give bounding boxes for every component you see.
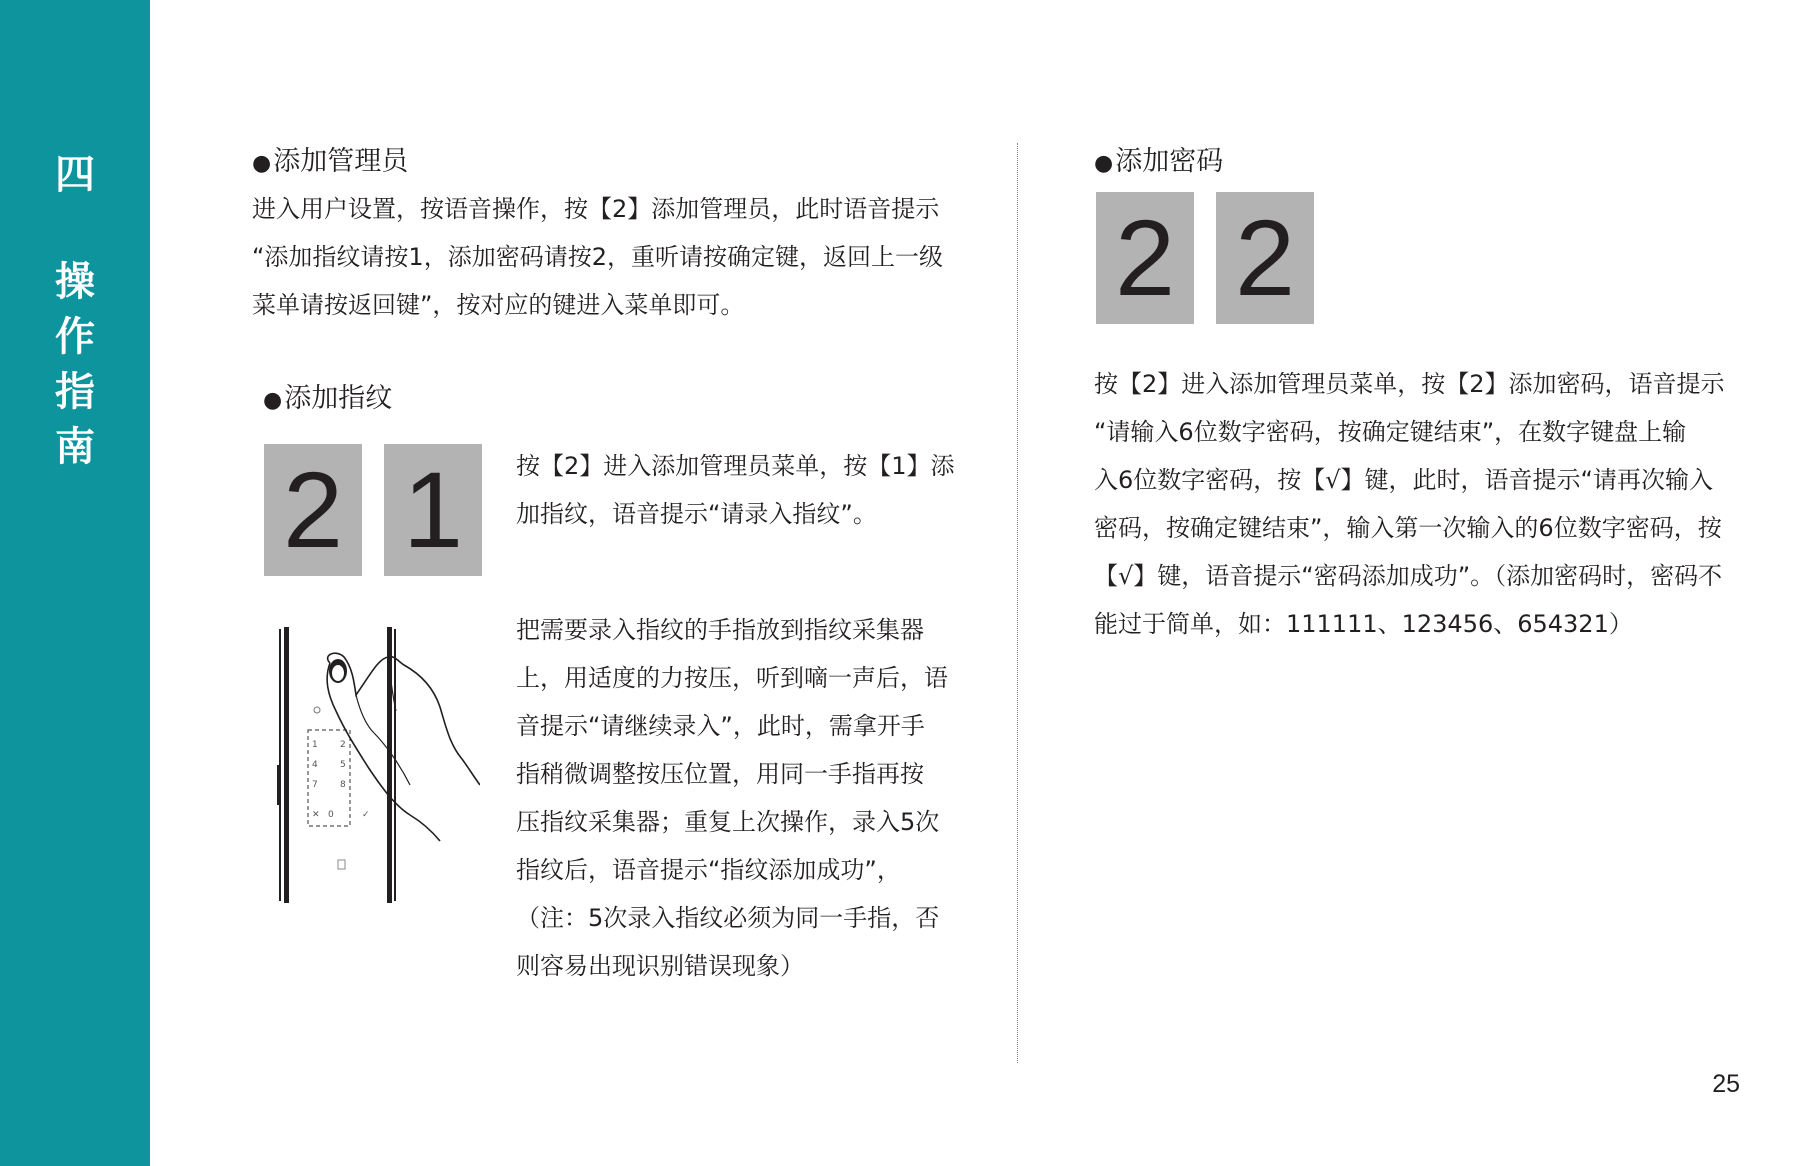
svg-text:2: 2 [340,740,346,750]
admin-paragraph [252,185,943,329]
paragraph-line: 音提示“请继续录入”，此时，需拿开手 [516,712,925,740]
keycap-2: 2 [1216,192,1314,324]
fingerprint-intro-paragraph [516,442,955,538]
keycap-2: 2 [1096,192,1194,324]
paragraph-line: “请输入6位数字密码，按确定键结束”，在数字键盘上输 [1094,418,1687,446]
chapter-sidebar [0,0,150,1166]
keycap-1: 1 [384,444,482,576]
fingerprint-steps-paragraph [516,606,948,990]
chapter-title-char: 南 [55,424,95,470]
bullet-icon: ● [252,151,272,176]
fingerprint-hand-illustration [270,615,480,915]
paragraph-line: （注：5次录入指纹必须为同一手指，否 [516,904,940,932]
admin-heading [252,148,408,175]
svg-text:5: 5 [340,760,346,770]
svg-text:7: 7 [312,780,318,790]
svg-text:✕: ✕ [312,810,320,820]
password-heading [1094,148,1223,175]
paragraph-line: 进入用户设置，按语音操作，按【2】添加管理员，此时语音提示 [252,195,940,223]
chapter-number: 四 [55,152,95,198]
paragraph-line: 加指纹，语音提示“请录入指纹”。 [516,500,877,528]
keycap-2: 2 [264,444,362,576]
paragraph-line: 能过于简单，如：111111、123456、654321） [1094,610,1633,638]
svg-text:1: 1 [312,740,318,750]
svg-text:✓: ✓ [362,810,370,820]
chapter-title-char: 指 [55,369,95,415]
svg-text:4: 4 [312,760,318,770]
paragraph-line: 按【2】进入添加管理员菜单，按【2】添加密码，语音提示 [1094,370,1725,398]
chapter-title-char: 作 [55,314,95,360]
paragraph-line: 把需要录入指纹的手指放到指纹采集器 [516,616,924,644]
fingerprint-heading-label: 添加指纹 [284,383,393,414]
page-number: 25 [1712,1070,1740,1098]
paragraph-line: 则容易出现识别错误现象） [516,952,804,980]
paragraph-line: 指纹后，语音提示“指纹添加成功”， [516,856,901,884]
paragraph-line: 密码，按确定键结束”，输入第一次输入的6位数字密码，按 [1094,514,1722,542]
chapter-title-char: 操 [55,259,95,305]
bullet-icon: ● [1094,151,1114,176]
paragraph-line: “添加指纹请按1，添加密码请按2，重听请按确定键，返回上一级 [252,243,943,271]
svg-text:0: 0 [328,810,334,820]
password-paragraph [1094,360,1725,648]
password-heading-label: 添加密码 [1115,146,1224,177]
paragraph-line: 指稍微调整按压位置，用同一手指再按 [516,760,924,788]
column-divider [1017,143,1018,1063]
paragraph-line: 上，用适度的力按压，听到嘀一声后，语 [516,664,948,692]
admin-heading-label: 添加管理员 [273,146,409,177]
bullet-icon: ● [263,388,283,413]
fingerprint-heading [263,385,392,412]
paragraph-line: 入6位数字密码，按【√】键，此时，语音提示“请再次输入 [1094,466,1713,494]
paragraph-line: 【√】键，语音提示“密码添加成功”。（添加密码时，密码不 [1094,562,1723,590]
paragraph-line: 菜单请按返回键”，按对应的键进入菜单即可。 [252,291,745,319]
paragraph-line: 按【2】进入添加管理员菜单，按【1】添 [516,452,955,480]
paragraph-line: 压指纹采集器；重复上次操作，录入5次 [516,808,940,836]
svg-text:8: 8 [340,780,346,790]
